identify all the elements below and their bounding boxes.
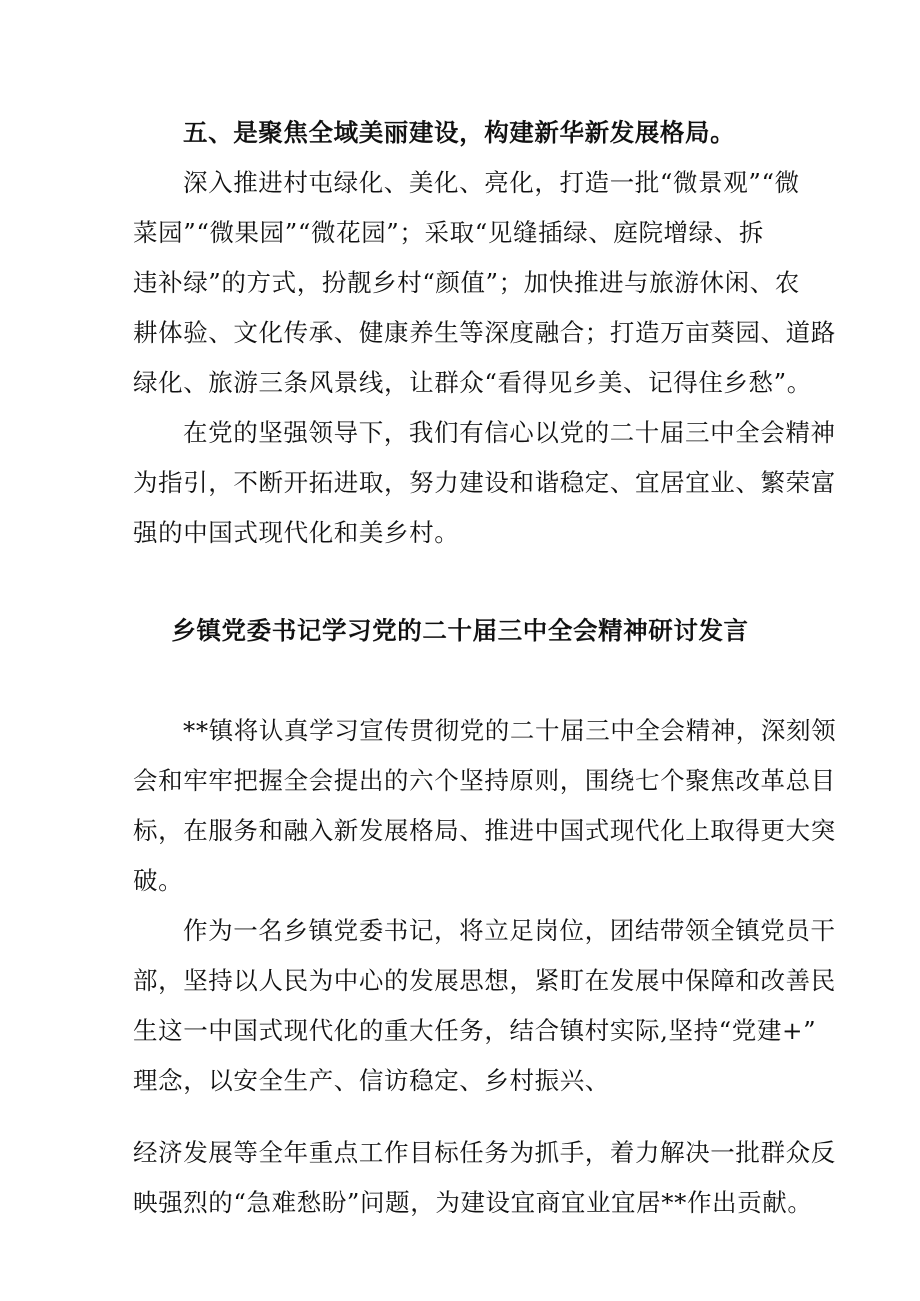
paragraph-line: 破。 xyxy=(133,866,184,895)
paragraph-line: 强的中国式现代化和美乡村。 xyxy=(133,518,460,547)
paragraph-line: 映强烈的“急难愁盼”问题，为建设宜商宜业宜居**作出贡献。 xyxy=(133,1188,813,1217)
paragraph-line: 为指引，不断开拓进取，努力建设和谐稳定、宜居宜业、繁荣富 xyxy=(133,468,836,497)
paragraph-line: 标，在服务和融入新发展格局、推进中国式现代化上取得更大突 xyxy=(133,816,836,845)
paragraph-line: 菜园”“微果园”“微花园”；采取“见缝插绿、庭院增绿、拆 xyxy=(133,218,764,247)
paragraph-line: 生这一中国式现代化的重大任务，结合镇村实际,坚持“党建+” xyxy=(133,1016,817,1045)
section-heading: 五、是聚焦全域美丽建设，构建新华新发展格局。 xyxy=(183,118,736,147)
paragraph-line: 部，坚持以人民为中心的发展思想，紧盯在发展中保障和改善民 xyxy=(133,966,836,995)
paragraph-line: 耕体验、文化传承、健康养生等深度融合；打造万亩葵园、道路 xyxy=(133,318,836,347)
article-title: 乡镇党委书记学习党的二十届三中全会精神研讨发言 xyxy=(171,616,749,645)
paragraph-line: 理念，以安全生产、信访稳定、乡村振兴、 xyxy=(133,1066,610,1095)
paragraph-line: 作为一名乡镇党委书记，将立足岗位，团结带领全镇党员干 xyxy=(183,916,836,945)
paragraph-line: **镇将认真学习宣传贯彻党的二十届三中全会精神，深刻领 xyxy=(183,716,837,745)
paragraph-line: 违补绿”的方式，扮靓乡村“颜值”；加快推进与旅游休闲、农 xyxy=(133,268,800,297)
paragraph-line: 深入推进村屯绿化、美化、亮化，打造一批“微景观”“微 xyxy=(183,168,800,197)
paragraph-line: 在党的坚强领导下，我们有信心以党的二十届三中全会精神 xyxy=(183,418,836,447)
paragraph-line: 会和牢牢把握全会提出的六个坚持原则，围绕七个聚焦改革总目 xyxy=(133,766,836,795)
paragraph-line: 经济发展等全年重点工作目标任务为抓手，着力解决一批群众反 xyxy=(133,1138,836,1167)
paragraph-line: 绿化、旅游三条风景线，让群众“看得见乡美、记得住乡愁”。 xyxy=(133,368,812,397)
